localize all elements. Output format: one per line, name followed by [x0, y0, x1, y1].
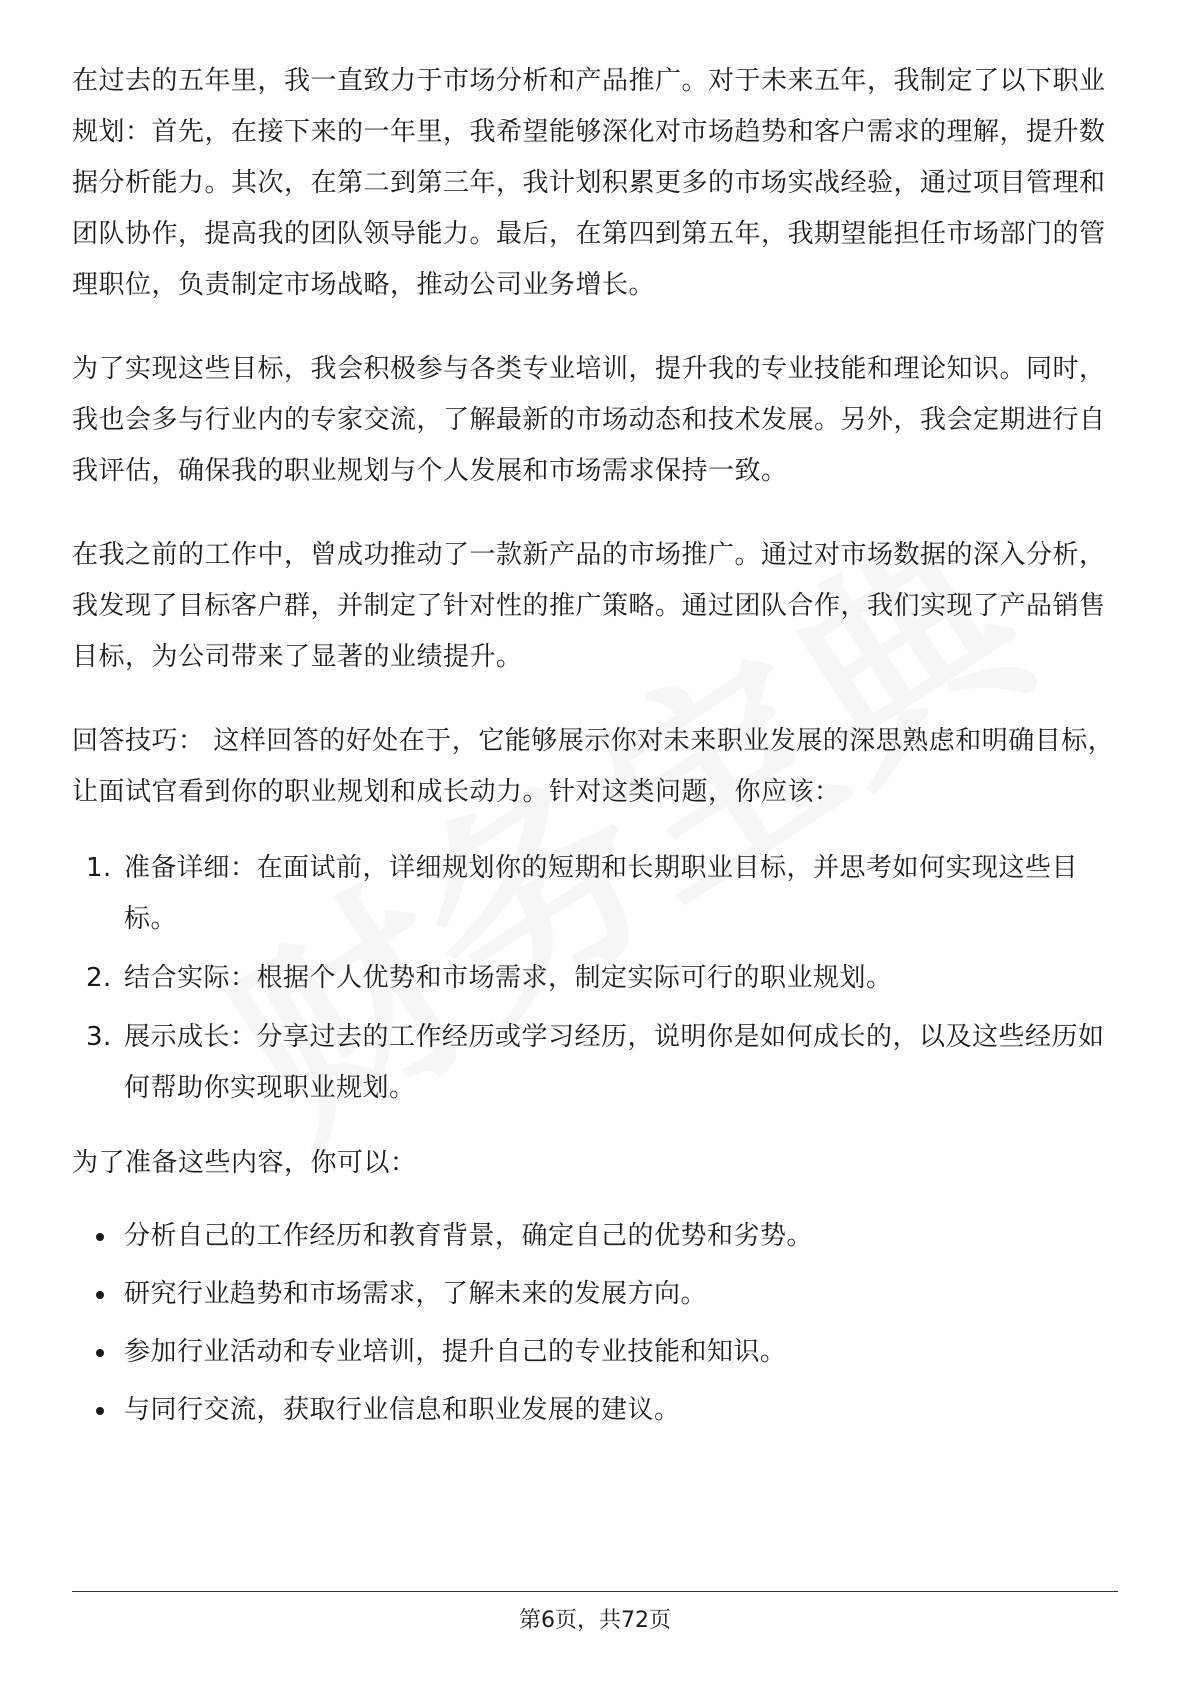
list-item-text: 分析自己的工作经历和教育背景，确定自己的优势和劣势。 — [124, 1221, 814, 1251]
list-item-text: 参加行业活动和专业培训，提升自己的专业技能和知识。 — [124, 1337, 787, 1367]
list-item-text: 研究行业趋势和市场需求，了解未来的发展方向。 — [124, 1279, 708, 1309]
bullet-icon — [96, 1407, 104, 1415]
footer-divider — [72, 1591, 1118, 1592]
preparation-list — [72, 1211, 1122, 1436]
document-body — [72, 56, 1122, 1443]
list-item — [72, 1327, 1122, 1378]
list-item — [72, 1211, 1122, 1262]
list-item — [72, 1385, 1122, 1436]
list-item-text: 展示成长：分享过去的工作经历或学习经历，说明你是如何成长的，以及这些经历如何帮助你实现职业规划。 — [124, 1022, 1105, 1103]
paragraph-preparation: 为了准备这些内容，你可以： — [72, 1148, 417, 1178]
list-number: 3. — [86, 1022, 112, 1052]
tips-list — [72, 843, 1122, 1114]
list-item — [72, 1012, 1122, 1114]
paragraph-experience: 在我之前的工作中，曾成功推动了一款新产品的市场推广。通过对市场数据的深入分析，我发现了目标客户群，并制定了针对性的推广策略。通过团队合作，我们实现了产品销售目标，为公司带来了显著的业绩提升。 — [72, 540, 1106, 672]
list-item-text: 与同行交流，获取行业信息和职业发展的建议。 — [124, 1395, 681, 1425]
paragraph-career-plan: 在过去的五年里，我一直致力于市场分析和产品推广。对于未来五年，我制定了以下职业规划：首先，在接下来的一年里，我希望能够深化对市场趋势和客户需求的理解，提升数据分析能力。其次，在第二到第三年，我计划积累更多的市场实战经验，通过项目管理和团队协作，提高我的团队领导能力。最后，在第四到第五年，我期望能担任市场部门的管理职位，负责制定市场战略，推动公司业务增长。 — [72, 66, 1106, 300]
list-number: 1. — [86, 853, 112, 883]
list-number: 2. — [86, 963, 112, 993]
list-item-text: 结合实际：根据个人优势和市场需求，制定实际可行的职业规划。 — [124, 963, 893, 993]
list-item — [72, 1269, 1122, 1320]
list-item — [72, 953, 1122, 1004]
paragraph-goals: 为了实现这些目标，我会积极参与各类专业培训，提升我的专业技能和理论知识。同时，我也会多与行业内的专家交流，了解最新的市场动态和技术发展。另外，我会定期进行自我评估，确保我的职业规划与个人发展和市场需求保持一致。 — [72, 354, 1106, 486]
page-number: 第6页，共72页 — [519, 1608, 671, 1633]
list-item — [72, 843, 1122, 945]
paragraph-answer-tips: 回答技巧： 这样回答的好处在于，它能够展示你对未来职业发展的深思熟虑和明确目标，让面试官看到你的职业规划和成长动力。针对这类问题，你应该： — [72, 726, 1115, 807]
bullet-icon — [96, 1291, 104, 1299]
bullet-icon — [96, 1349, 104, 1357]
list-item-text: 准备详细：在面试前，详细规划你的短期和长期职业目标，并思考如何实现这些目标。 — [124, 853, 1079, 934]
bullet-icon — [96, 1233, 104, 1241]
